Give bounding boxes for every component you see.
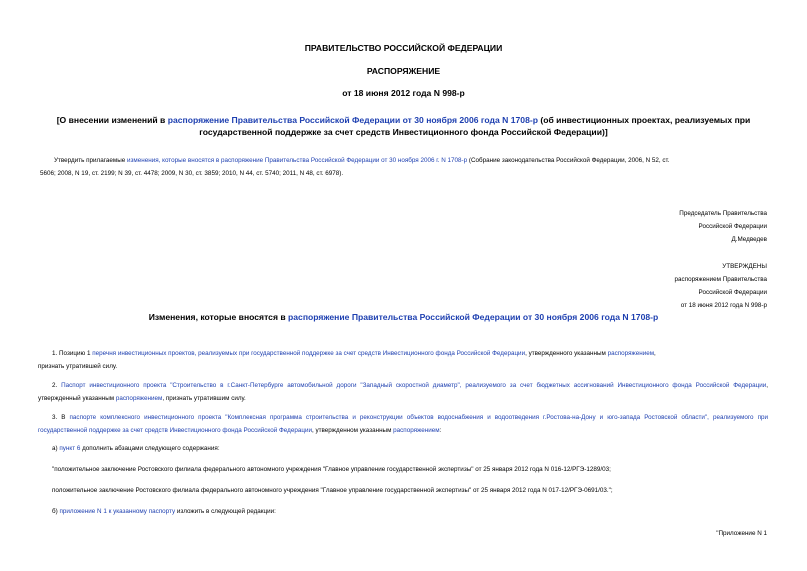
intro-text-2: (Собрание законодательства Российской Федерации, 2006, N 52, ст. [467,157,670,164]
subitem-b-annex-link[interactable]: приложение N 1 к указанному паспорту [59,508,176,515]
item-1-text-1: 1. Позицию 1 [52,350,93,357]
quoted-conclusion-2 [38,485,768,498]
signature-block [679,207,767,246]
annex-heading-text: "Приложение N 1 [716,530,767,537]
item-2-text-1: 2. [52,382,62,389]
item-2 [38,380,768,405]
subitem-a-text-1: а) [52,445,60,452]
changes-title [0,312,807,322]
title-decree-link[interactable]: распоряжение Правительства Российской Федерации от 30 ноября 2006 года N 1708-р [167,115,538,125]
title-line2: государственной поддержке за счет средств Инвестиционного фонда Российской Федерации)] [199,127,608,137]
signature-line3: Д.Медведев [731,236,767,243]
item-3-text-3: : [439,426,442,434]
item-3 [38,412,768,437]
item-2-text-2: , утвержденный указанным [38,382,768,402]
intro-changes-link[interactable]: изменения, которые вносятся в распоряжение Правительства Российской Федерации от 30 ноября 2006 г. N 1708-р [127,157,468,164]
item-1-line2: признать утратившей силу. [38,362,118,370]
document-date-number: от 18 июня 2012 года N 998-р [342,88,465,98]
changes-title-decree-link[interactable]: распоряжение Правительства Российской Федерации от 30 ноября 2006 года N 1708-р [288,312,659,322]
document-title [0,114,807,138]
intro-line2: 5606; 2008, N 19, ст. 2199; N 39, ст. 4478; 2009, N 30, ст. 3859; 2010, N 44, ст. 5740; 2011, N 48, ст. 6978). [40,169,344,177]
item-1-decree-link[interactable]: распоряжением [607,350,655,357]
approval-line3: Российской Федерации [698,289,767,296]
subitem-a-text-2: дополнить абзацами следующего содержания: [80,445,220,452]
government-name: ПРАВИТЕЛЬСТВО РОССИЙСКОЙ ФЕДЕРАЦИИ [304,43,503,53]
intro-paragraph [40,155,770,180]
document-type: РАСПОРЯЖЕНИЕ [366,66,441,76]
approval-line2: распоряжением Правительства [674,276,767,283]
item-3-text-2: , утвержденном указанным [312,426,394,434]
item-1-text-3: , [654,350,656,357]
intro-text-1: Утвердить прилагаемые [54,157,127,164]
quoted-conclusion-1 [38,464,768,477]
quoted-conclusion-1-text: "положительное заключение Ростовского филиала федерального автономного учреждения "Главное управление государственной экспертизы" от 25 января 2012 года N 016-12/РГЭ-1289/03; [52,466,611,473]
subitem-b-text-2: изложить в следующей редакции: [175,508,276,515]
quoted-conclusion-2-text: положительное заключение Ростовского филиала федерального автономного учреждения "Главное управление государственной экспертизы" от 25 января 2012 года N 017-12/РГЭ-0691/03."; [52,487,613,494]
item-1-list-link[interactable]: перечня инвестиционных проектов, реализуемых при государственной поддержке за счет средств Инвестиционного фонда Российской Федерации [92,350,526,357]
item-2-text-3: , признать утратившим силу. [162,394,246,402]
subitem-a-point-link[interactable]: пункт 6 [59,445,81,452]
item-3-text-1: 3. В [52,414,70,421]
approval-block [675,260,767,312]
approval-line4: от 18 июня 2012 года N 998-р [680,302,767,309]
item-1-text-2: , утвержденного указанным [525,350,608,357]
item-1 [38,348,768,373]
item-3-passport-link[interactable]: паспорте комплексного инвестиционного проекта "Комплексная программа строительства и реконструкции объектов водоснабжения и водоотведения г.Ростова-на-Дону и юго-запада Ростовской области", реализуемого при государственной поддержке за счет средств Инвестиционного фонда Российской Федерации [38,414,768,434]
item-2-passport-link[interactable]: Паспорт инвестиционного проекта "Строительство в г.Санкт-Петербурге автомобильной дороги "Западный скоростной диаметр", реализуемого за счет бюджетных ассигнований Инвестиционного фонда Российской Федерации [61,382,767,389]
title-suffix: (об инвестиционных проектах, реализуемых при [537,115,751,125]
annex-heading [716,527,767,540]
subitem-b-text-1: б) [52,508,60,515]
subitem-a [38,443,768,456]
signature-line1: Председатель Правительства [679,210,767,217]
changes-title-prefix: Изменения, которые вносятся в [148,312,289,322]
item-2-decree-link[interactable]: распоряжением [115,394,163,402]
subitem-b [38,506,768,519]
title-prefix: [О внесении изменений в [56,115,168,125]
approval-line1: УТВЕРЖДЕНЫ [722,263,767,270]
signature-line2: Российской Федерации [698,223,767,230]
item-3-decree-link[interactable]: распоряжением [393,426,440,434]
